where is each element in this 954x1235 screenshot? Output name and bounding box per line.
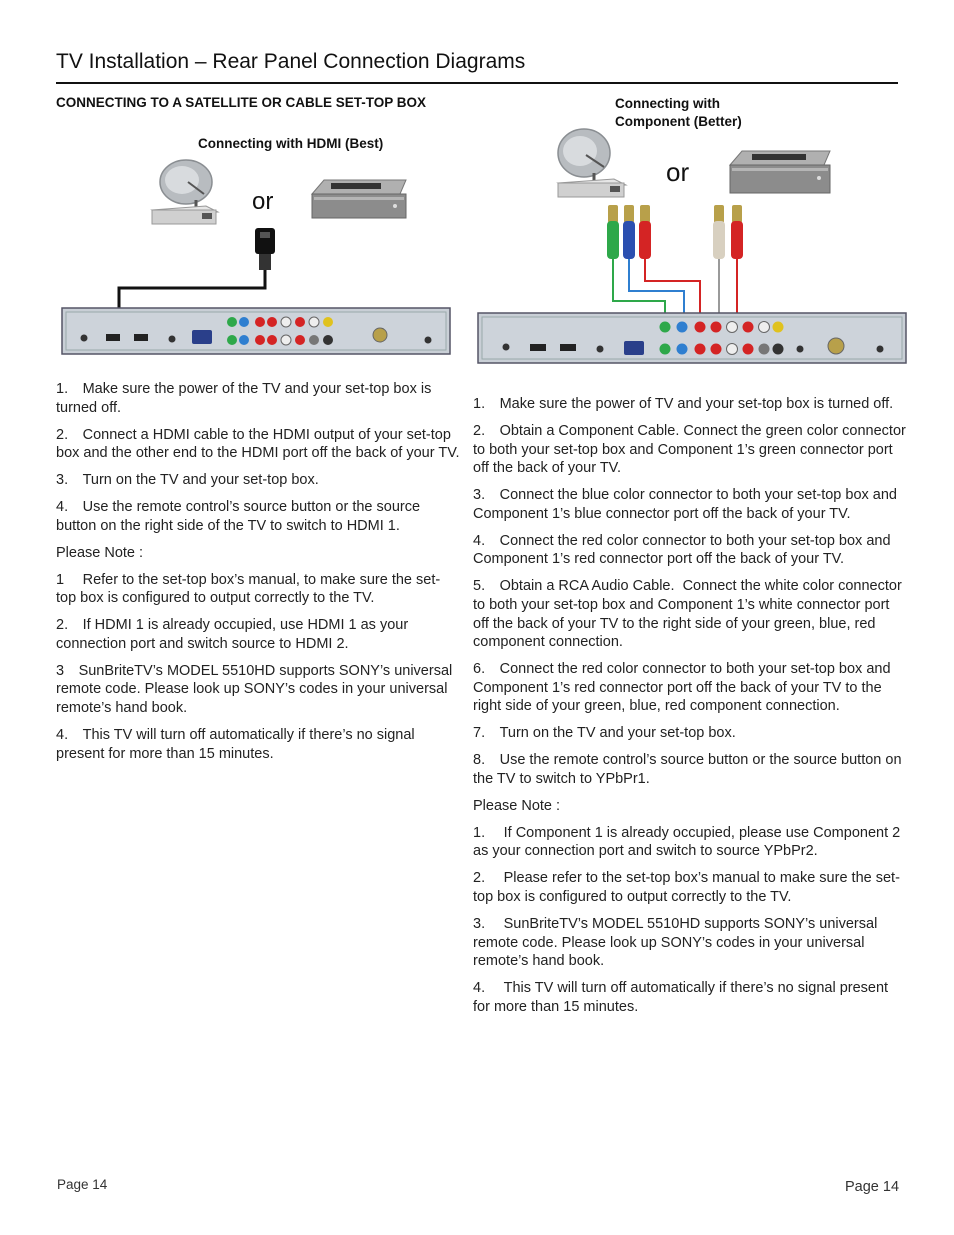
- right-note: 2. Please refer to the set-top box’s manual to make sure the set-top box is configured to output correctly to the TV.: [473, 870, 900, 905]
- section-heading: CONNECTING TO A SATELLITE OR CABLE SET-TOP BOX: [56, 95, 427, 110]
- right-step: 8. Use the remote control’s source button or the source button on the TV to switch to YPbPr1.: [473, 752, 902, 787]
- right-step: 4. Connect the red color connector to both your set-top box and Component 1’s red connector port off the back of your TV.: [473, 532, 891, 568]
- component-cable-plugs: [607, 205, 651, 259]
- footer-page-number-right: Page 14: [845, 1179, 900, 1195]
- left-note: 1 Refer to the set-top box’s manual, to make sure the set-top box is configured to output correctly to the TV.: [56, 571, 441, 607]
- right-step: 2. Obtain a Component Cable. Connect the green color connector to both your set-top box and Component 1’s green connector port off the back of your TV.: [473, 422, 906, 477]
- right-step: 6. Connect the red color connector to both your set-top box and Component 1’s red connector port off the back of your TV to the right side of your green, blue, red component connection.: [473, 661, 891, 715]
- left-note-heading: Please Note :: [56, 544, 144, 561]
- right-step: 7. Turn on the TV and your set-top box.: [473, 725, 736, 742]
- satellite-receiver-icon: [558, 179, 626, 197]
- left-step: 1. Make sure the power of the TV and your set-top box is turned off.: [56, 381, 432, 416]
- right-note: 4. This TV will turn off automatically if there’s no signal present for more than 15 minutes.: [473, 980, 889, 1015]
- left-note: 4. This TV will turn off automatically if there’s no signal present for more than 15 minutes.: [56, 727, 415, 762]
- left-instructions: [56, 380, 460, 772]
- left-step: 2. Connect a HDMI cable to the HDMI output of your set-top box and the other end to the HDMI port off the back of your TV.: [56, 426, 460, 462]
- right-step: 5. Obtain a RCA Audio Cable. Connect the white color connector to both your set-top box and Component 1’s white connector port off the back of your TV to the right side of your green, blue, red component connection.: [473, 578, 902, 651]
- right-step: 1. Make sure the power of TV and your set-top box is turned off.: [473, 396, 894, 412]
- footer-page-number-left: Page 14: [57, 1177, 108, 1192]
- right-note: 3. SunBriteTV’s MODEL 5510HD supports SONY’s universal remote code. Please look up SONY’s codes in your universal remote’s hand book.: [473, 915, 878, 970]
- rca-audio-cable-plugs: [713, 205, 743, 259]
- satellite-dish-icon: [558, 129, 610, 181]
- right-note: 1. If Component 1 is already occupied, please use Component 2 as your connection port and switch to source YPbPr2.: [473, 824, 901, 860]
- title-divider: [56, 82, 898, 84]
- left-step: 3. Turn on the TV and your set-top box.: [56, 472, 319, 489]
- cable-box-icon: [312, 180, 406, 218]
- hdmi-diagram-caption: Connecting with HDMI (Best): [198, 136, 384, 151]
- right-step: 3. Connect the blue color connector to both your set-top box and Component 1’s blue connector port off the back of your TV.: [473, 487, 897, 522]
- component-connection-diagram: [474, 115, 910, 365]
- hdmi-connection-diagram: [56, 152, 456, 358]
- cable-box-icon: [730, 151, 830, 193]
- or-label: or: [252, 188, 274, 215]
- left-step: 4. Use the remote control’s source button or the source button on the right side of the TV to switch to HDMI 1.: [56, 499, 421, 534]
- tv-rear-panel: [478, 313, 906, 363]
- right-instructions: [473, 395, 908, 1025]
- left-note: 2. If HDMI 1 is already occupied, use HDMI 1 as your connection port and switch source to HDMI 2.: [56, 617, 409, 652]
- component-caption-line2: Component (Better): [615, 114, 742, 129]
- page-title: TV Installation – Rear Panel Connection Diagrams: [56, 50, 526, 73]
- left-note: 3 SunBriteTV’s MODEL 5510HD supports SONY’s universal remote code. Please look up SONY’s codes in your universal remote’s hand book.: [56, 662, 453, 717]
- tv-rear-panel: [62, 308, 450, 354]
- component-caption-line1: Connecting with: [615, 96, 720, 111]
- right-note-heading: Please Note :: [473, 797, 561, 814]
- or-label: or: [666, 157, 690, 187]
